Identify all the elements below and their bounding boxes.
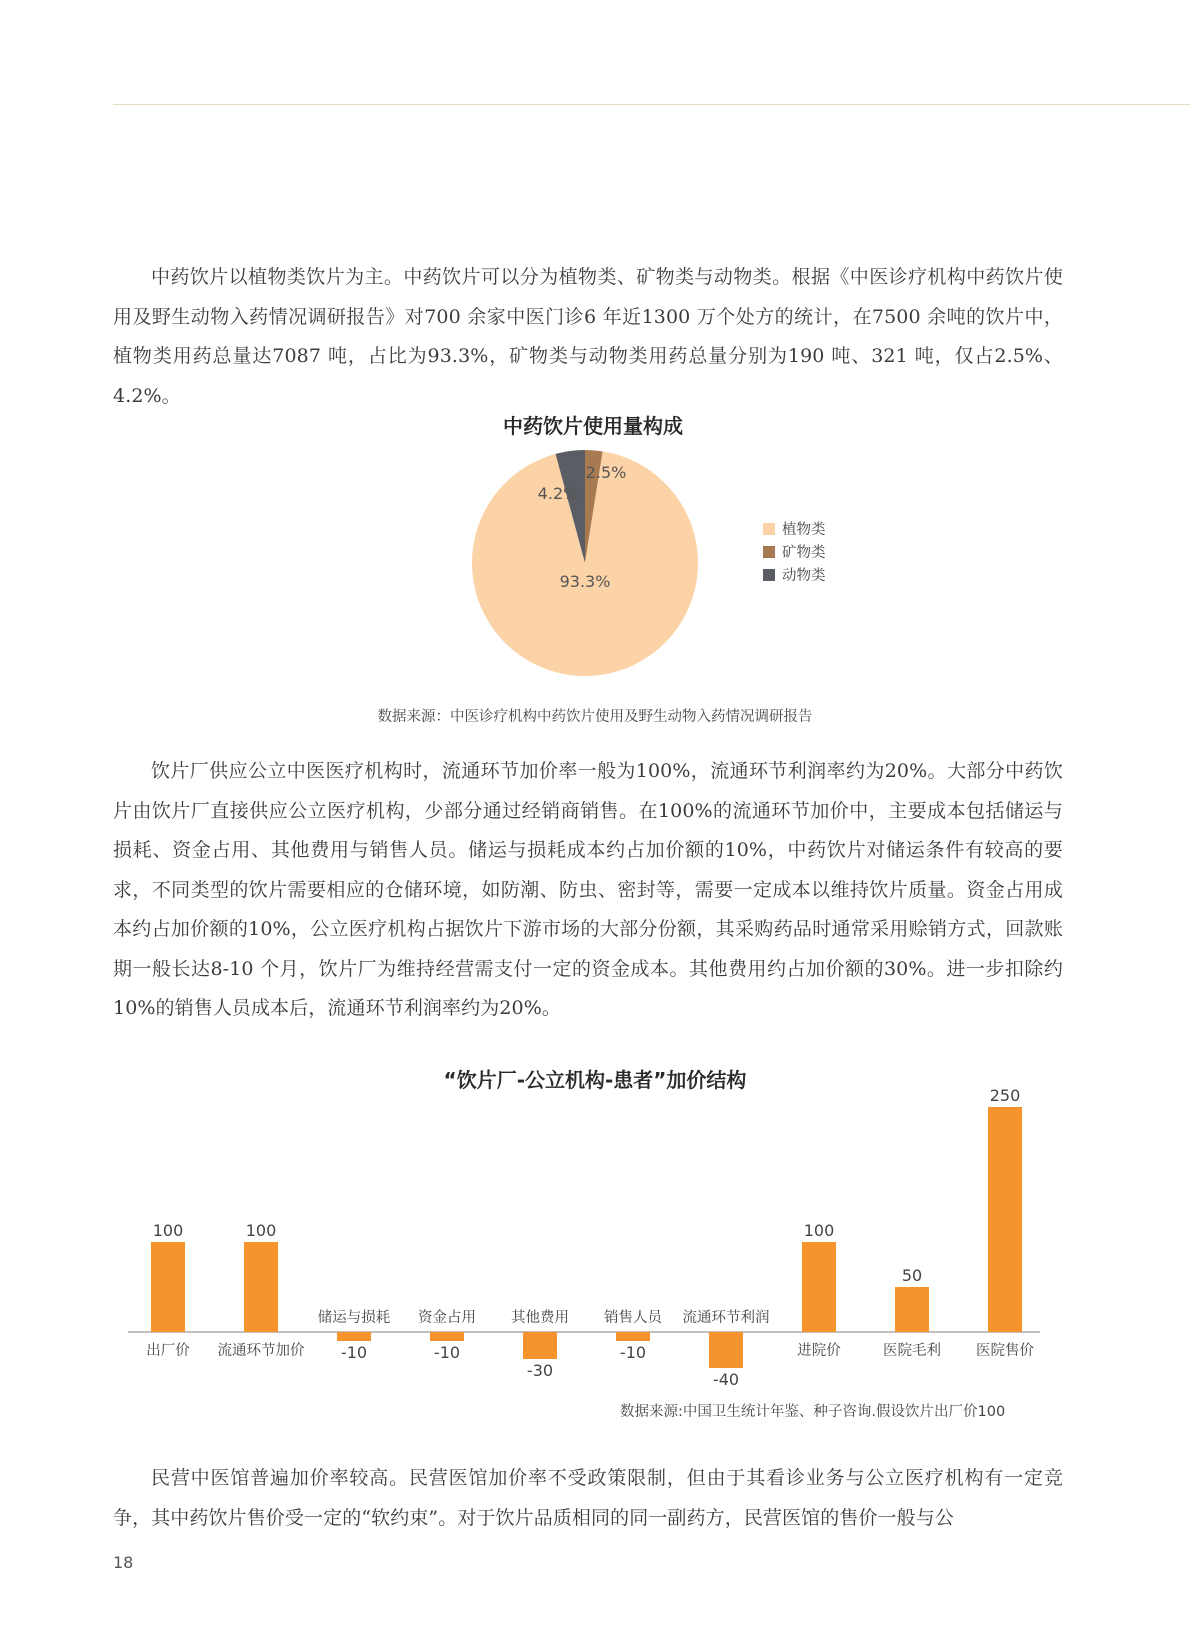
pie-value-label: 2.5%: [585, 463, 627, 482]
bar-value-label: 100: [803, 1221, 835, 1240]
bar-value-label: 100: [152, 1221, 184, 1240]
bar: [523, 1332, 557, 1359]
paragraph-private-clinics: 民营中医馆普遍加价率较高。民营医馆加价率不受政策限制，但由于其看诊业务与公立医疗机构有一定竞争，其中药饮片售价受一定的“软约束”。对于饮片品质相同的同一副药方，民营医馆的售价一般与公: [113, 1467, 1063, 1529]
bar-value-label: 50: [901, 1266, 923, 1285]
bar-value-label: 100: [245, 1221, 277, 1240]
bar-category-label: 出厂价: [146, 1343, 190, 1359]
bar: [988, 1107, 1022, 1332]
bar: [616, 1332, 650, 1341]
bar-category-label: 医院售价: [976, 1343, 1034, 1359]
pie-value-label: 93.3%: [559, 572, 611, 591]
header-rule: [113, 104, 1190, 105]
bar-category-label: 储运与损耗: [317, 1310, 391, 1326]
bar: [430, 1332, 464, 1341]
bar-chart-source: 数据来源:中国卫生统计年鉴、种子咨询.假设饮片出厂价100: [620, 1404, 1006, 1420]
legend-label: 植物类: [782, 522, 826, 538]
legend-swatch: [763, 546, 775, 558]
bar-category-label: 流通环节加价: [217, 1343, 305, 1359]
bar-value-label: -30: [526, 1361, 554, 1380]
bar-value-label: -10: [619, 1343, 647, 1362]
bar-category-label: 销售人员: [604, 1310, 662, 1326]
legend-label: 动物类: [782, 568, 826, 584]
pie-value-label: 4.2%: [537, 484, 579, 503]
bar-category-label: 医院毛利: [883, 1343, 941, 1359]
bar: [709, 1332, 743, 1368]
legend-swatch: [763, 523, 775, 535]
pie-chart: [0, 446, 1190, 706]
paragraph-markup-structure: 饮片厂供应公立中医医疗机构时，流通环节加价率一般为100%，流通环节利润率约为20%。大部分中药饮片由饮片厂直接供应公立医疗机构，少部分通过经销商销售。在100%的流通环节加价中，主要成本包括储运与损耗、资金占用、其他费用与销售人员。储运与损耗成本约占加价额的10%，中药饮片对储运条件有较高的要求，不同类型的饮片需要相应的仓储环境，如防潮、防虫、密封等，需要一定成本以维持饮片质量。资金占用成本约占加价额的10%，公立医疗机构占据饮片下游市场的大部分份额，其采购药品时通常采用赊销方式，回款账期一般长达8-10 个月，饮片厂为维持经营需支付一定的资金成本。其他费用约占加价额的30%。进一步扣除约10%的销售人员成本后，流通环节利润率约为20%。: [113, 760, 1063, 1019]
legend-label: 矿物类: [782, 545, 826, 561]
bar-category-label: 进院价: [797, 1343, 841, 1359]
bar-category-label: 流通环节利润: [682, 1310, 770, 1326]
bar: [802, 1242, 836, 1332]
pie-chart-title-text: 中药饮片使用量构成: [503, 414, 683, 438]
bar-value-label: -40: [712, 1370, 740, 1389]
paragraph-plant-share: 中药饮片以植物类饮片为主。中药饮片可以分为植物类、矿物类与动物类。根据《中医诊疗机构中药饮片使用及野生动物入药情况调研报告》对700 余家中医门诊6 年近1300 万个处方的统计，在7500 余吨的饮片中，植物类用药总量达7087 吨，占比为93.3%，矿物类与动物类用药总量分别为190 吨、321 吨，仅占2.5%、4.2%。: [113, 266, 1063, 407]
bar: [337, 1332, 371, 1341]
pie-chart-source: 数据来源：中医诊疗机构中药饮片使用及野生动物入药情况调研报告: [377, 709, 813, 725]
page-number: 18: [113, 1553, 134, 1572]
bar: [151, 1242, 185, 1332]
bar-category-label: 资金占用: [418, 1310, 476, 1326]
pie-chart-title: [0, 410, 1190, 439]
bar: [244, 1242, 278, 1332]
bar-value-label: -10: [340, 1343, 368, 1362]
bar-value-label: 250: [989, 1086, 1021, 1105]
legend-swatch: [763, 569, 775, 581]
bar-chart: [0, 1070, 1190, 1400]
bar-category-label: 其他费用: [511, 1310, 569, 1326]
bar-value-label: -10: [433, 1343, 461, 1362]
bar-chart-title: “饮片厂-公立机构-患者”加价结构: [443, 1068, 747, 1092]
bar: [895, 1287, 929, 1332]
